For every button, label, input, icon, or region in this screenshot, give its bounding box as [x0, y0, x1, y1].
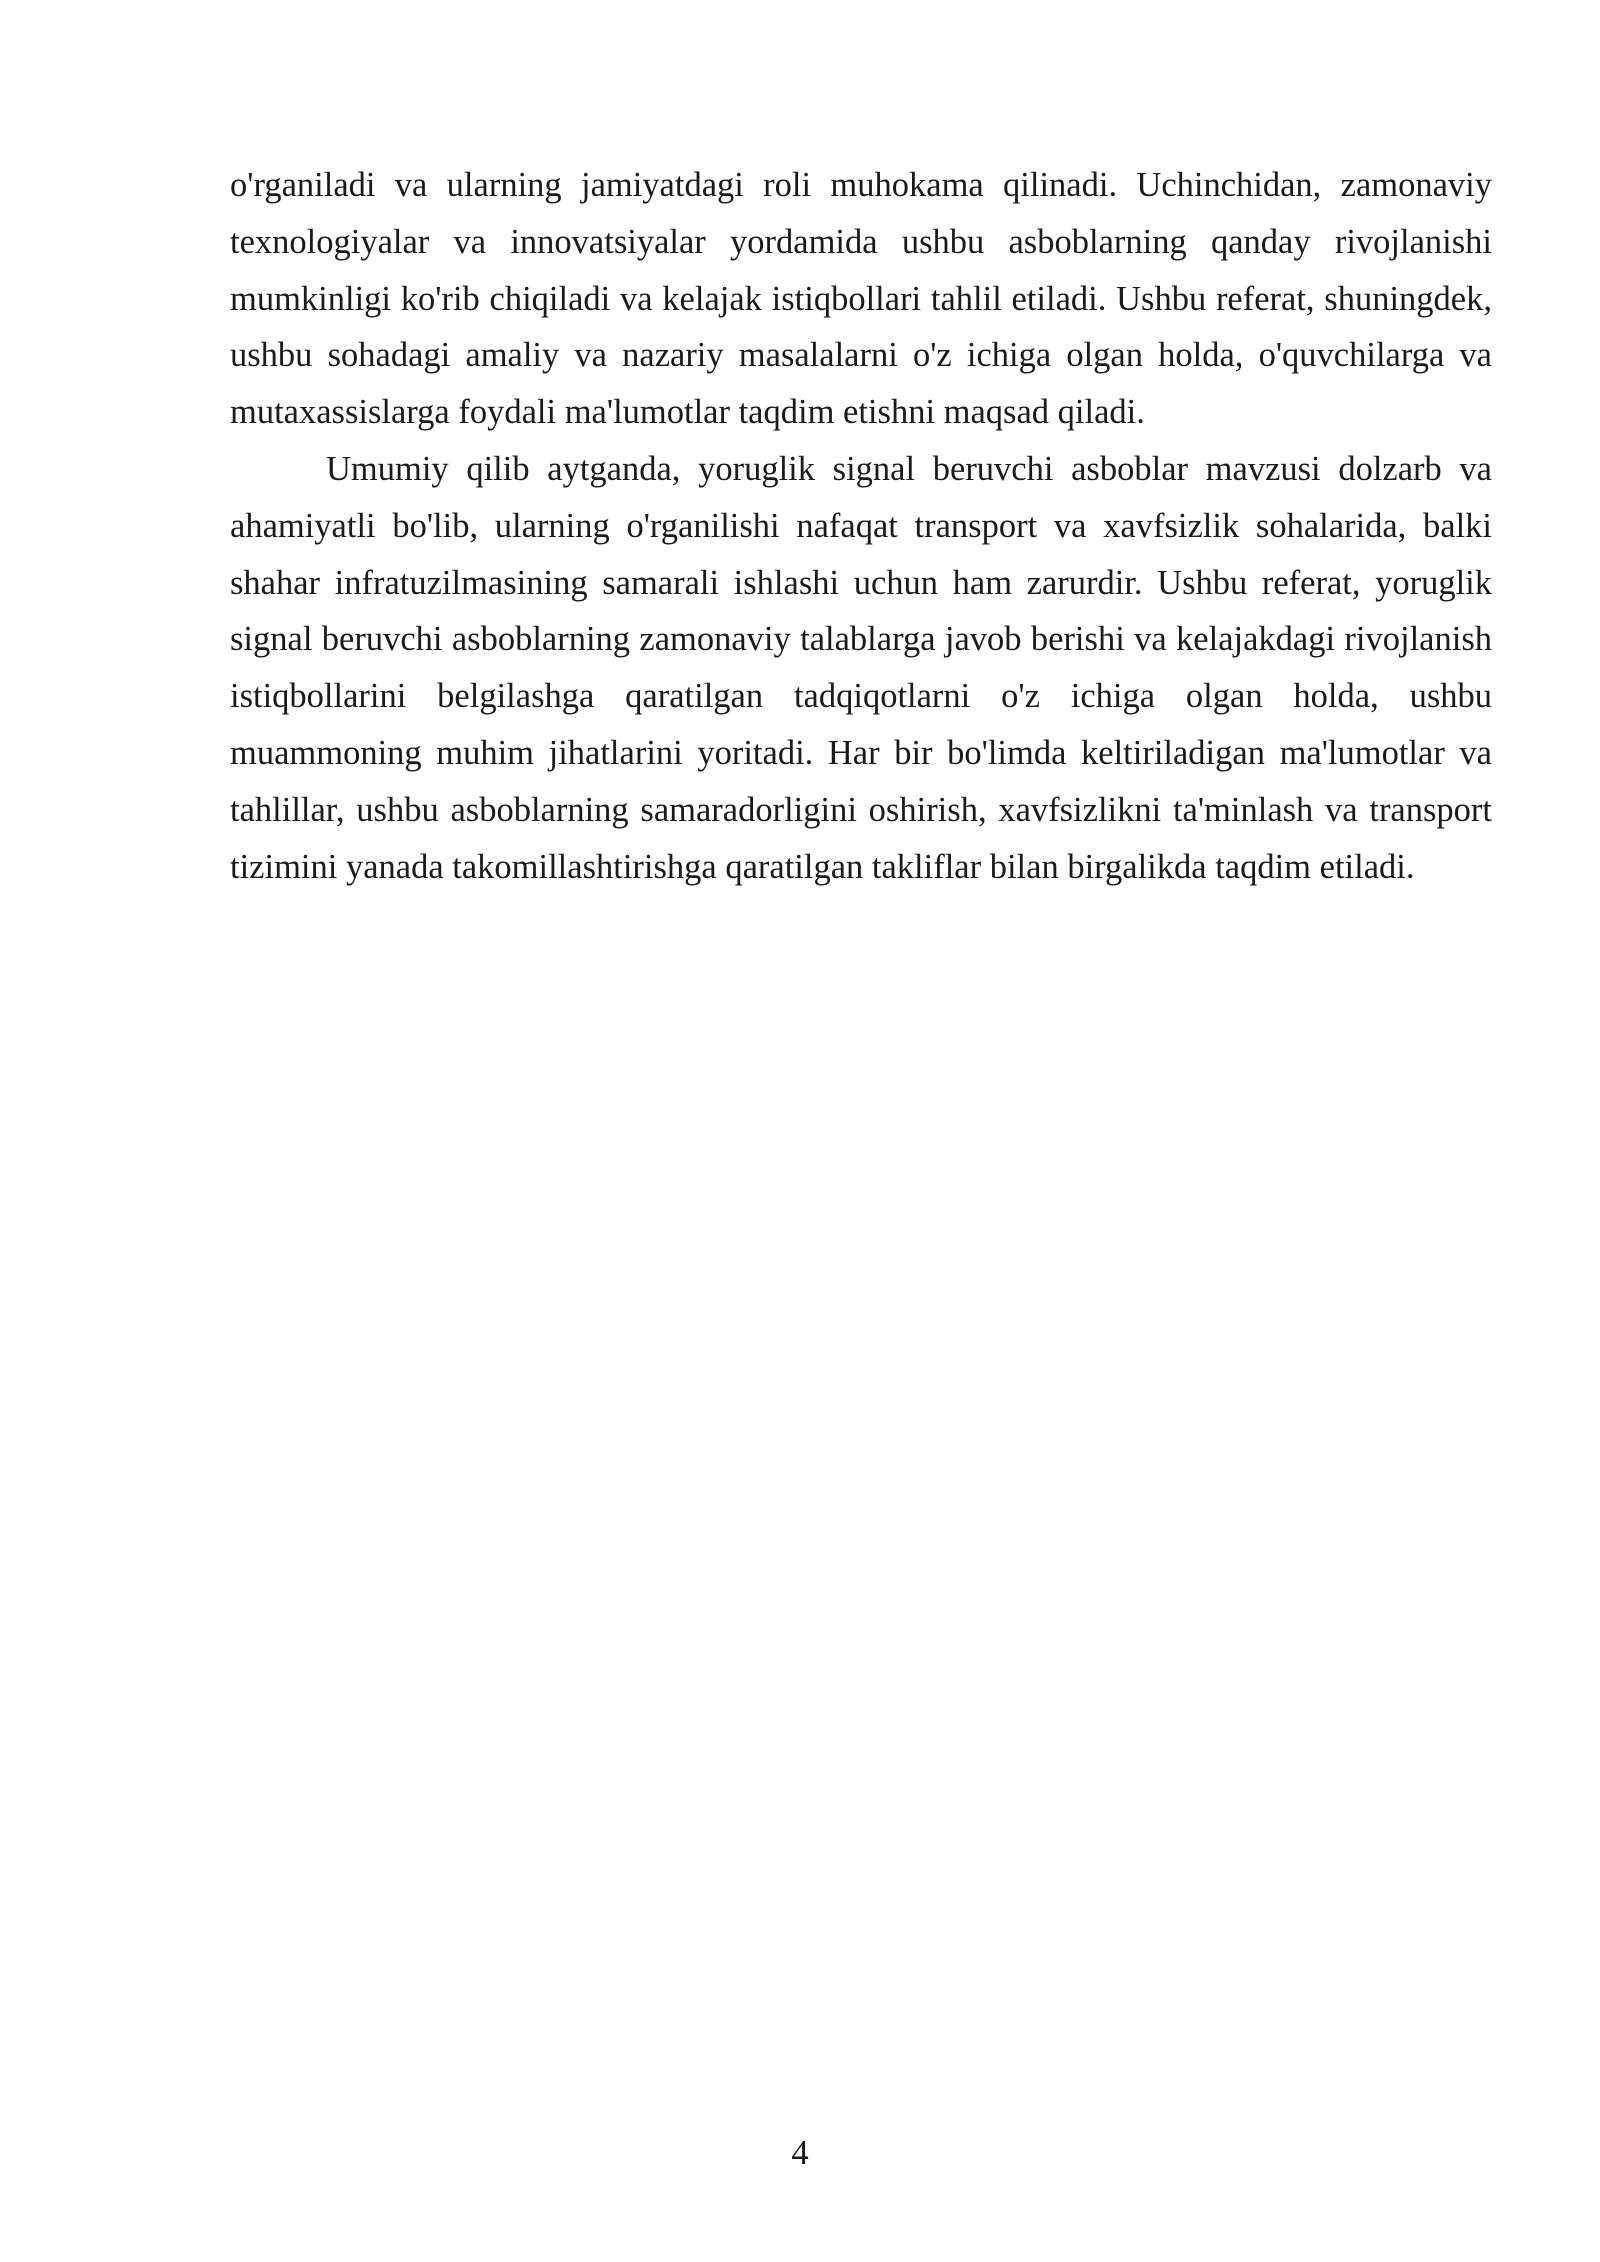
- paragraph-summary: Umumiy qilib aytganda, yoruglik signal beruvchi asboblar mavzusi dolzarb va ahamiyatli bo'lib, ularning o'rganilishi nafaqat transport va xavfsizlik sohalarida, balki shahar infratuzilmasining samarali ishlashi uchun ham zarurdir. Ushbu referat, yoruglik signal beruvchi asboblarning zamonaviy talablarga javob berishi va kelajakdagi rivojlanish istiqbollarini belgilashga qaratilgan tadqiqotlarni o'z ichiga olgan holda, ushbu muammoning muhim jihatlarini yoritadi. Har bir bo'limda keltiriladigan ma'lumotlar va tahlillar, ushbu asboblarning samaradorligini oshirish, xavfsizlikni ta'minlash va transport tizimini yanada takomillashtirishga qaratilgan takliflar bilan birgalikda taqdim etiladi.: [230, 449, 1492, 886]
- body-text: [230, 157, 1492, 895]
- page-number: 4: [791, 2134, 809, 2172]
- paragraph-continued: o'rganiladi va ularning jamiyatdagi roli muhokama qilinadi. Uchinchidan, zamonaviy texnologiyalar va innovatsiyalar yordamida ushbu asboblarning qanday rivojlanishi mumkinligi ko'rib chiqiladi va kelajak istiqbollari tahlil etiladi. Ushbu referat, shuningdek, ushbu sohadagi amaliy va nazariy masalalarni o'z ichiga olgan holda, o'quvchilarga va mutaxassislarga foydali ma'lumotlar taqdim etishni maqsad qiladi.: [230, 166, 1492, 432]
